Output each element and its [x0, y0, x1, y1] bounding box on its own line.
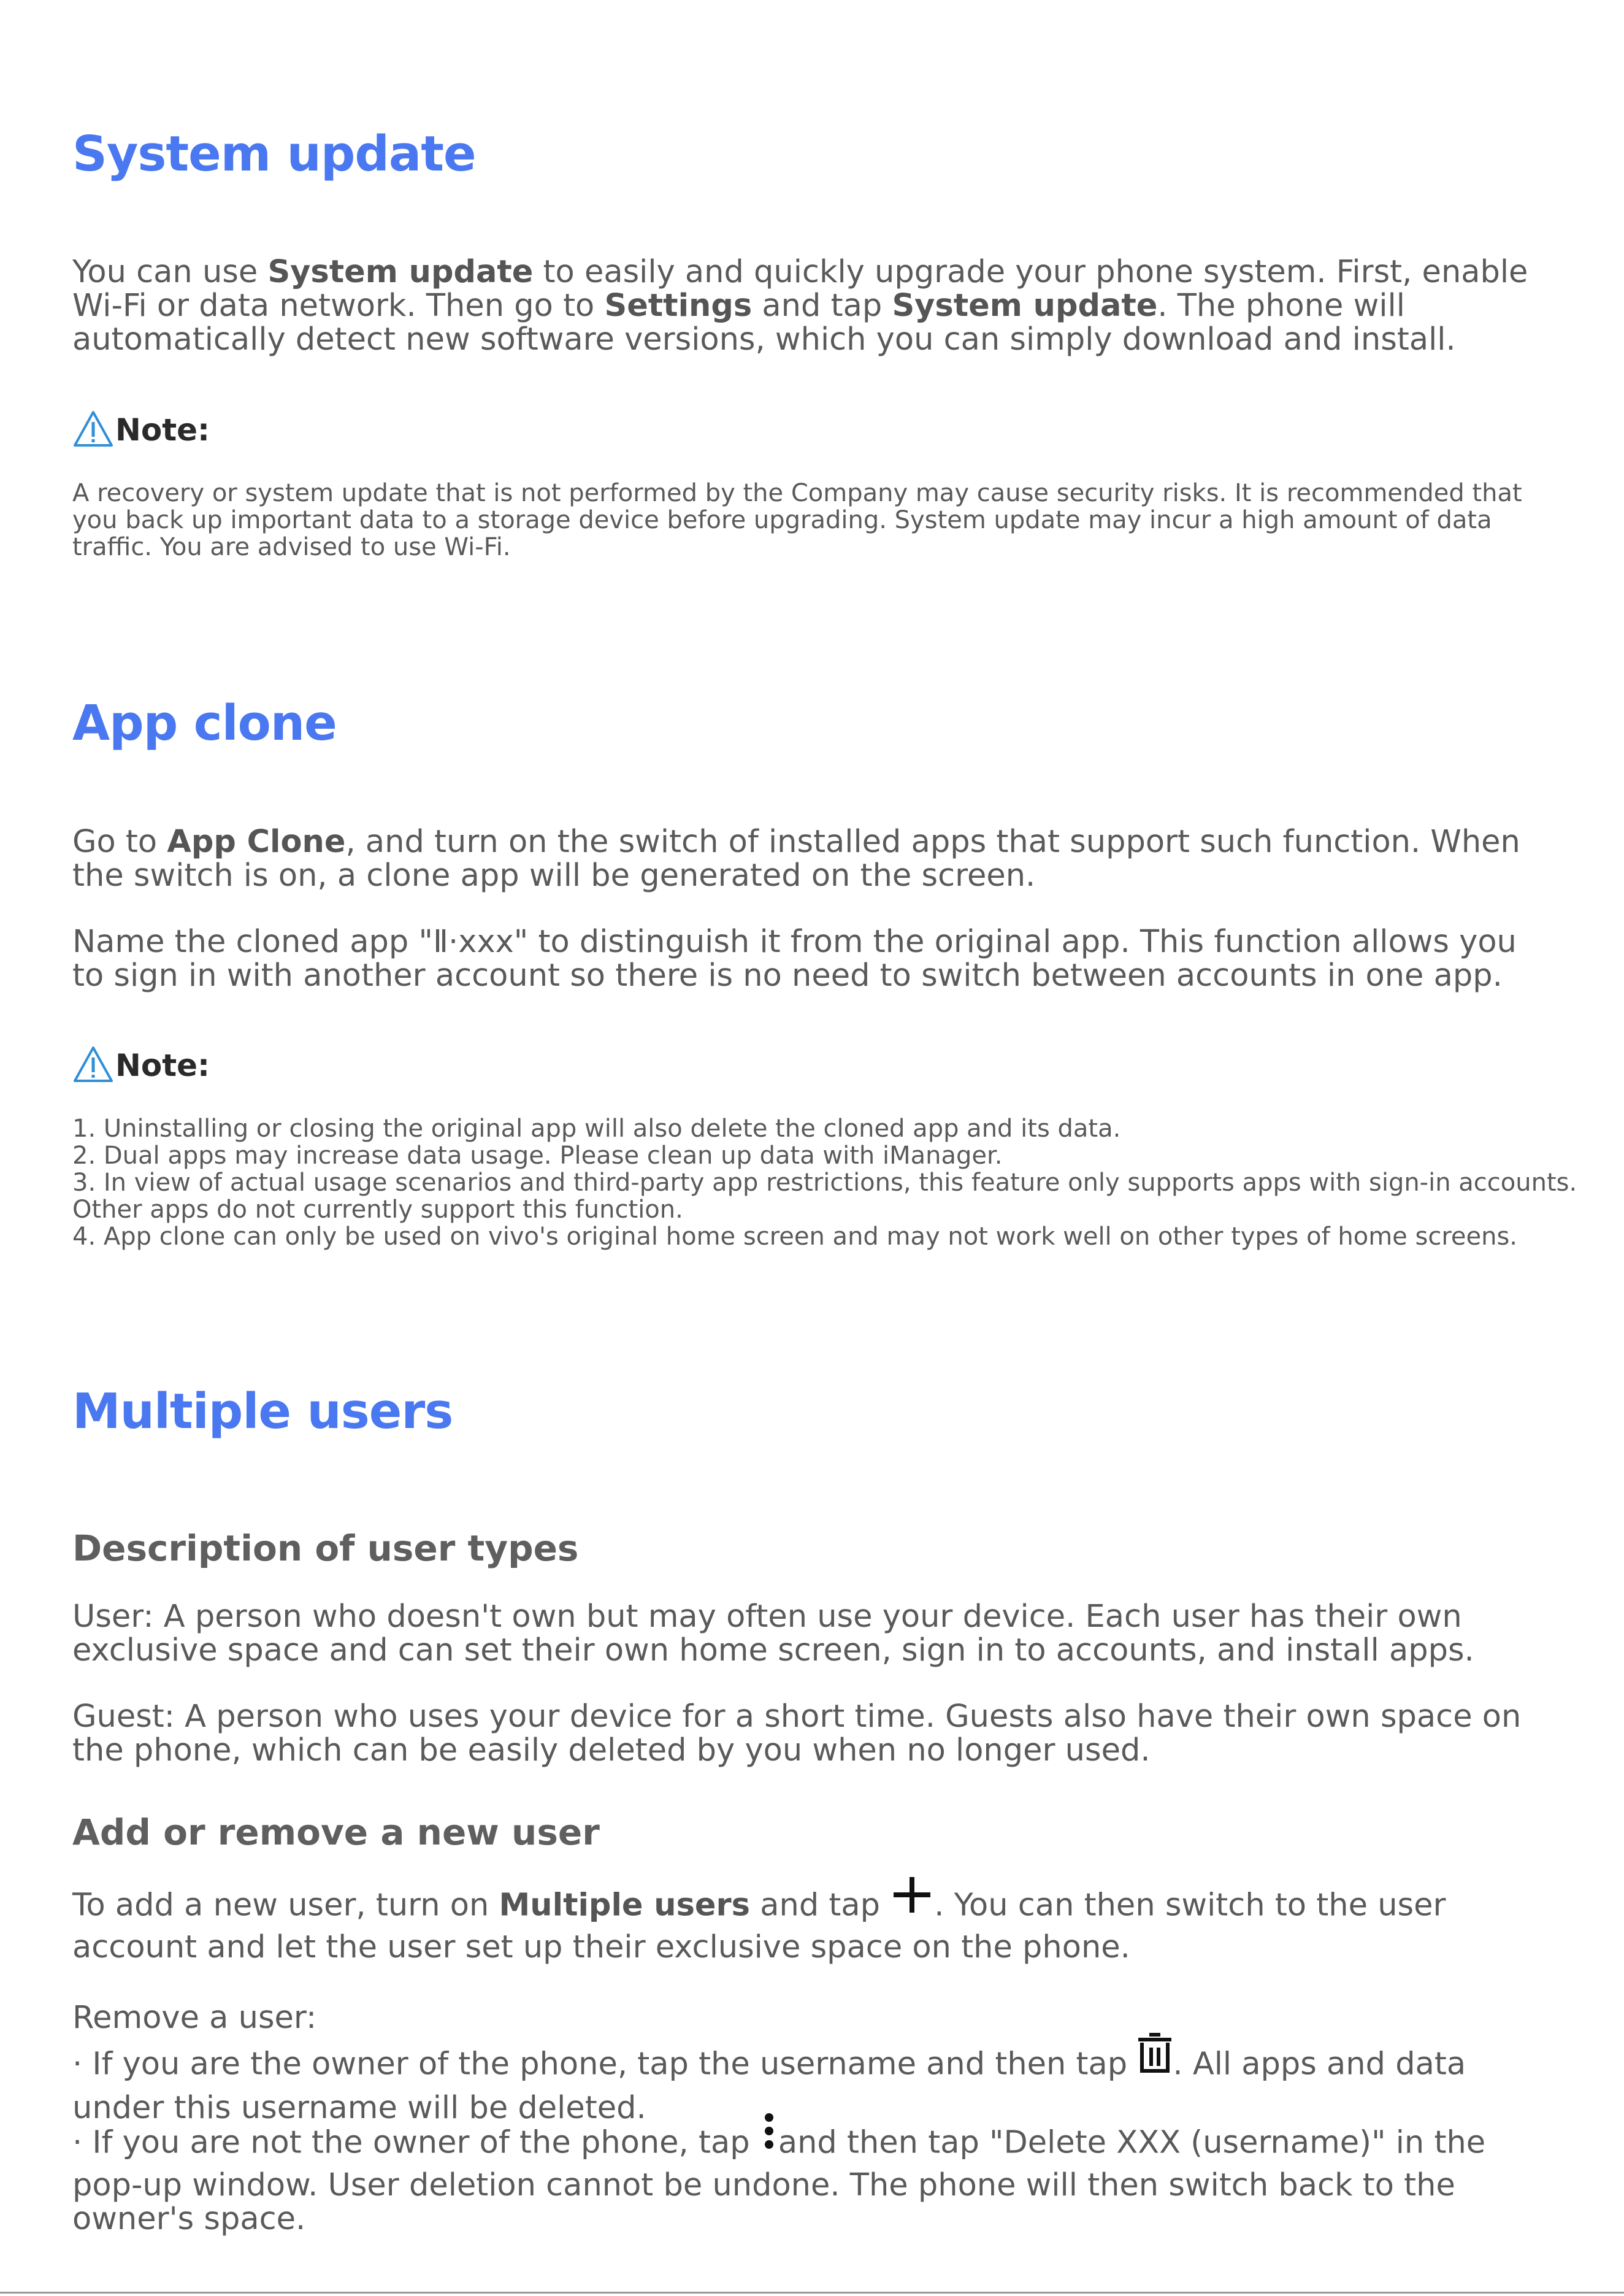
- system-update-note-text: A recovery or system update that is not performed by the Company may cause security risks. It is recommended that you back up important data to a storage device before upgrading. System update may incur a high amount of data traffic. You are advised to use Wi-Fi.: [72, 479, 1522, 561]
- text-run: and tap: [752, 288, 892, 324]
- list-item: 3. In view of actual usage scenarios and third-party app restrictions, this feature only supports apps with sign-in accounts.: [72, 1169, 1577, 1197]
- list-item: 4. App clone can only be used on vivo's original home screen and may not work well on other types of home screens.: [72, 1223, 1518, 1251]
- add-user-paragraph: [72, 1883, 1557, 1964]
- more-vertical-icon: [760, 2111, 778, 2160]
- list-item: Other apps do not currently support this function.: [72, 1196, 683, 1224]
- bold-multiple-users: Multiple users: [499, 1887, 751, 1924]
- bold-system-update: System update: [267, 254, 534, 290]
- cutoff-previous-text: [72, 18, 1054, 43]
- list-item: 1. Uninstalling or closing the original app will also delete the cloned app and its data.: [72, 1115, 1121, 1143]
- warning-triangle-icon: [72, 410, 114, 448]
- text-run: . All apps and data under this username will be deleted.: [72, 2046, 1466, 2126]
- multiple-users-title: Multiple users: [72, 1383, 453, 1440]
- remove-user-label: Remove a user:: [72, 2000, 317, 2036]
- trash-icon: [1137, 2030, 1173, 2081]
- bold-system-update: System update: [892, 288, 1158, 324]
- system-update-title: System update: [72, 126, 476, 182]
- app-clone-note-header: [72, 1040, 210, 1083]
- guest-description: Guest: A person who uses your device for a short time. Guests also have their own space on the phone, which can be easily deleted by you when no longer used.: [72, 1699, 1522, 1768]
- owner-remove-bullet: [72, 2040, 1557, 2125]
- page-bottom-divider: [0, 2292, 1624, 2294]
- text-run: To add a new user, turn on: [72, 1887, 499, 1924]
- user-description: User: A person who doesn't own but may often use your device. Each user has their own exclusive space and can set their own home screen, sign in to accounts, and install apps.: [72, 1599, 1474, 1668]
- app-clone-note-list: [72, 1115, 1577, 1251]
- list-item: 2. Dual apps may increase data usage. Please clean up data with iManager.: [72, 1142, 1003, 1170]
- text-run: . You can then switch to the user account and let the user set up their exclusive space on the phone.: [72, 1887, 1446, 1965]
- text-run: and tap: [750, 1887, 891, 1924]
- text-run: · If you are the owner of the phone, tap the username and then tap: [72, 2046, 1138, 2083]
- text-run: You can use: [72, 254, 268, 290]
- note-label: Note:: [115, 1048, 210, 1083]
- warning-triangle-icon: [72, 1045, 114, 1083]
- system-update-note-header: [72, 405, 210, 448]
- text-run: · If you are not the owner of the phone, tap: [72, 2124, 760, 2161]
- plus-icon: [890, 1875, 934, 1922]
- add-remove-user-subtitle: Add or remove a new user: [72, 1811, 600, 1853]
- app-clone-para-2: Name the cloned app "Ⅱ·xxx" to distinguish it from the original app. This function allows you to sign in with another account so there is no need to switch between accounts in one app.: [72, 924, 1517, 994]
- non-owner-remove-bullet: [72, 2120, 1557, 2236]
- bold-app-clone: App Clone: [167, 824, 346, 860]
- text-run: Go to: [72, 824, 167, 860]
- user-types-subtitle: Description of user types: [72, 1527, 579, 1569]
- text-run: , and turn on the switch of installed apps that support such function. When the switch is on, a clone app will be generated on the screen.: [72, 824, 1520, 894]
- text-run: . The phone will automatically detect new software versions, which you can simply download and install.: [72, 288, 1456, 358]
- bold-settings: Settings: [604, 288, 753, 324]
- app-clone-title: App clone: [72, 695, 337, 751]
- app-clone-para-1: [72, 825, 1557, 893]
- system-update-body: [72, 255, 1557, 356]
- text-run: and then tap "Delete XXX (username)" in the pop-up window. User deletion cannot be undone. The phone will then switch back to the owner's space.: [72, 2124, 1486, 2237]
- note-label: Note:: [115, 412, 210, 448]
- text-run: to easily and quickly upgrade your phone system. First, enable Wi-Fi or data network. Then go to: [72, 254, 1528, 324]
